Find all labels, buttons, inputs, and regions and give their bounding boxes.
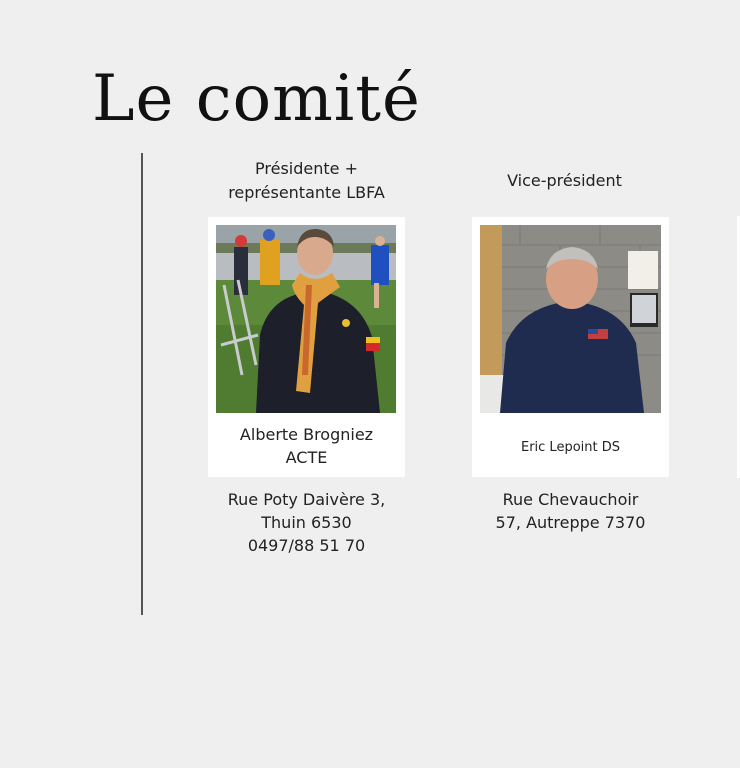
member-address xyxy=(208,488,405,557)
member-name xyxy=(208,423,405,469)
address-line: 57, Autreppe 7370 xyxy=(495,513,646,532)
address-line: Rue Poty Daivère 3, xyxy=(227,490,386,509)
member-photo xyxy=(480,225,661,413)
member-role-line: représentante LBFA xyxy=(228,183,385,202)
address-line: Rue Chevauchoir xyxy=(502,490,639,509)
member-role xyxy=(208,157,405,205)
member-role-line: Vice-président xyxy=(507,171,622,190)
member-card xyxy=(472,217,669,477)
phone-number: 0497/88 51 70 xyxy=(247,536,366,555)
member-card xyxy=(208,217,405,477)
member-name: Eric Lepoint DS xyxy=(520,440,620,455)
member-name-line: Alberte Brogniez xyxy=(239,425,374,444)
member-role xyxy=(472,169,657,193)
member-name-line: ACTE xyxy=(285,448,328,467)
member-photo xyxy=(216,225,396,413)
vertical-divider xyxy=(141,153,143,615)
member-role-line: Présidente + xyxy=(255,159,358,178)
member-address xyxy=(472,488,669,534)
page-title: Le comité xyxy=(92,62,421,136)
address-line: Thuin 6530 xyxy=(261,513,352,532)
